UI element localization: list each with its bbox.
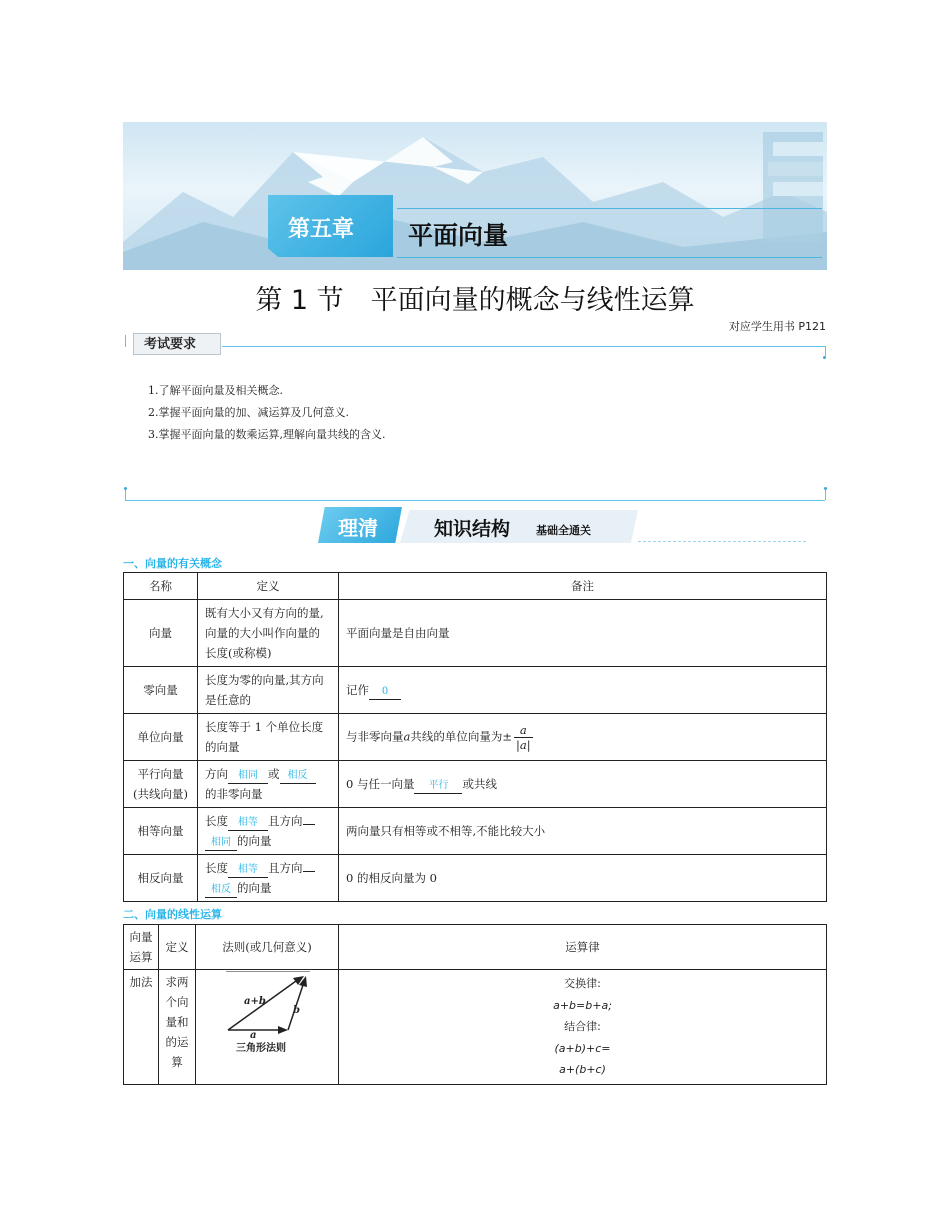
rule-tick: [125, 335, 126, 347]
requirement-item: 2.掌握平面向量的加、减运算及几何意义.: [148, 406, 349, 419]
term-name: 向量: [124, 600, 198, 667]
table-row: [124, 667, 827, 714]
header-rule: 法则(或几何意义): [196, 925, 339, 970]
answer-blank: 相等: [228, 863, 268, 878]
operation-name: 加法: [124, 970, 159, 1085]
requirement-item: 3.掌握平面向量的数乘运算,理解向量共线的含义.: [148, 428, 386, 441]
answer-blank: 相反: [280, 769, 316, 784]
operation-rule: [196, 970, 339, 1085]
divider-line: [125, 500, 825, 501]
chapter-line-top: [397, 208, 822, 209]
knowledge-title: 知识结构: [434, 518, 511, 540]
table-row: [124, 761, 827, 808]
term-definition: 长度 相等 且方向 相同 的向量: [198, 808, 339, 855]
rule-dot: [823, 356, 826, 359]
section-title: 第 1 节 平面向量的概念与线性运算: [255, 285, 695, 316]
table-header-row: [124, 925, 827, 970]
term-note: 0 的相反向量为 0: [339, 855, 827, 902]
operation-definition: 求两 个向 量和 的运 算: [159, 970, 196, 1085]
answer-blank: 0: [369, 685, 401, 700]
book-reference: 对应学生用书 P121: [728, 320, 826, 333]
table-row: [124, 855, 827, 902]
requirement-item: 1.了解平面向量及相关概念.: [148, 384, 283, 397]
rule-tick: [825, 346, 826, 356]
table-row: [124, 970, 827, 1085]
banner-underline: [638, 541, 806, 542]
table-row: [124, 808, 827, 855]
answer-blank: 相同: [205, 836, 237, 851]
label-a-plus-b: a+b: [244, 995, 266, 1007]
answer-blank: 相同: [228, 769, 268, 784]
operation-laws: 交换律: a+b=b+a; 结合律: (a+b)+c= a+(b+c): [339, 970, 827, 1085]
part2-heading: 二、向量的线性运算: [123, 908, 222, 921]
header-definition: 定义: [159, 925, 196, 970]
term-name: 相反向量: [124, 855, 198, 902]
term-note: 记作 0: [339, 667, 827, 714]
concepts-table: [123, 572, 827, 902]
chapter-title: 平面向量: [408, 221, 509, 250]
triangle-rule-diagram: [196, 971, 337, 1077]
term-definition: 既有大小又有方向的量,向量的大小叫作向量的长度(或称模): [198, 600, 339, 667]
table-row: [124, 600, 827, 667]
knowledge-subtitle: 基础全通关: [536, 524, 591, 537]
vector-a-arrow: [278, 1026, 288, 1034]
term-name: 单位向量: [124, 714, 198, 761]
term-note: 两向量只有相等或不相等,不能比较大小: [339, 808, 827, 855]
requirements-tag: 考试要求: [133, 333, 221, 355]
term-note: 与非零向量a共线的单位向量为± $\frac{a}{|a|}$: [339, 714, 827, 761]
table-row: [124, 714, 827, 761]
term-definition: 长度为零的向量,其方向是任意的: [198, 667, 339, 714]
requirements-rule: [222, 346, 825, 347]
term-name: 平行向量 (共线向量): [124, 761, 198, 808]
term-name: 零向量: [124, 667, 198, 714]
term-definition: 长度等于 1 个单位长度的向量: [198, 714, 339, 761]
table-header-row: [124, 573, 827, 600]
term-definition: 长度 相等 且方向 相反 的向量: [198, 855, 339, 902]
diagram-caption: 三角形法则: [236, 1042, 286, 1054]
header-operation: 向量 运算: [124, 925, 159, 970]
label-b: b: [293, 1004, 300, 1016]
term-note: 0 与任一向量 平行 或共线: [339, 761, 827, 808]
term-note: 平面向量是自由向量: [339, 600, 827, 667]
label-a: a: [250, 1029, 257, 1041]
header-definition: 定义: [198, 573, 339, 600]
requirements-list: [148, 380, 386, 446]
clarify-label: 理清: [338, 516, 378, 540]
rule-dot: [124, 487, 127, 490]
header-name: 名称: [124, 573, 198, 600]
term-definition: 方向 相同 或 相反 的非零向量: [198, 761, 339, 808]
answer-blank: 平行: [414, 779, 462, 794]
header-law: 运算律: [339, 925, 827, 970]
chapter-line-bottom: [397, 257, 822, 258]
unit-vector-fraction: $\frac{a}{|a|}$: [516, 722, 531, 752]
part1-heading: 一、向量的有关概念: [123, 557, 222, 570]
chapter-label: 第五章: [288, 217, 355, 242]
term-name: 相等向量: [124, 808, 198, 855]
answer-blank: 相等: [228, 816, 268, 831]
answer-blank: 相反: [205, 883, 237, 898]
rule-dot: [824, 487, 827, 490]
header-note: 备注: [339, 573, 827, 600]
operations-table: [123, 924, 827, 1085]
